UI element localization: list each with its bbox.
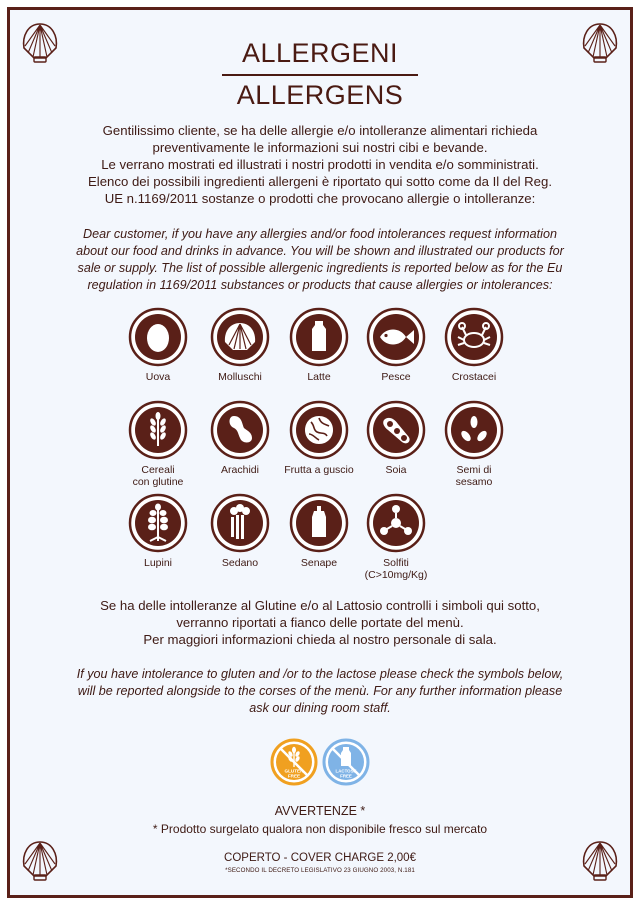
mustard-icon [289, 493, 349, 553]
gluten-info-line: will be reported alongside to the corses of the menù. For any further information please [77, 684, 563, 698]
sulphites-icon [366, 493, 426, 553]
intro-english-line: about our food and drinks in advance. You will be shown and illustrated our products for [76, 244, 564, 258]
allergen-label: Arachidi [221, 464, 259, 476]
crab-icon [444, 307, 504, 367]
allergen-label: Sedano [221, 557, 259, 569]
allergen-label: Soia [385, 464, 407, 476]
milk-icon [289, 307, 349, 367]
fish-icon [366, 307, 426, 367]
wheat-icon [128, 400, 188, 460]
allergen-label: Frutta a guscio [284, 464, 354, 476]
title-english: ALLERGENS [236, 80, 404, 110]
sesame-icon [444, 400, 504, 460]
celery-icon [210, 493, 270, 553]
allergen-label: Crostacei [451, 371, 497, 383]
intro-italian-line: preventivamente le informazioni sui nostri cibi e bevande. [152, 140, 488, 155]
allergen-label: Lupini [143, 557, 173, 569]
gluten-info-line: ask our dining room staff. [249, 701, 391, 715]
gluten-info-line: verranno riportati a fianco delle portate del menù. [176, 615, 464, 630]
allergen-label: Semi di sesamo [455, 464, 493, 488]
cover-charge-note: *SECONDO IL DECRETO LEGISLATIVO 23 GIUGNO 2003, N.181 [225, 867, 415, 874]
intro-italian [40, 122, 600, 207]
intro-italian-line: Le verrano mostrati ed illustrati i nostri prodotti in vendita e/o somministrati. [101, 157, 539, 172]
allergen-label: Latte [307, 371, 331, 383]
gluten-free-icon [270, 738, 318, 786]
intro-italian-line: Elenco dei possibili ingredienti allergeni è riportato qui sotto come da Il del Reg. [87, 174, 553, 189]
gluten-free-badge-text: FREE [287, 773, 301, 779]
cover-charge: COPERTO - COVER CHARGE 2,00€ [224, 852, 416, 864]
title-divider [222, 74, 418, 76]
peanut-icon [210, 400, 270, 460]
intro-english-line: regulation in 1169/2011 substances or products that cause allergies or intolerances: [87, 278, 553, 292]
intro-english-line: Dear customer, if you have any allergies and/or food intolerances request information [83, 227, 557, 241]
lactose-free-badge-text: FREE [340, 773, 352, 779]
gluten-free-badge-text: GLUTEN [284, 768, 304, 774]
gluten-info-english [40, 666, 600, 717]
title-italian: ALLERGENI [241, 38, 399, 68]
intro-english-line: sale or supply. The list of possible allergenic ingredients is reported below as for the Eu [77, 261, 563, 275]
gluten-info-line: Per maggiori informazioni chieda al nostro personale di sala. [143, 632, 497, 647]
intro-italian-line: Gentilissimo cliente, se ha delle allergie e/o intolleranze alimentari richieda [102, 123, 538, 138]
lactose-free-icon [322, 738, 370, 786]
lactose-free-badge-text: LACTOSE [335, 768, 357, 774]
gluten-info-line: If you have intolerance to gluten and /or to the lactose please check the symbols below, [76, 667, 564, 681]
allergen-label: Cereali con glutine [132, 464, 184, 488]
gluten-info-line: Se ha delle intolleranze al Glutine e/o al Lattosio controlli i simboli qui sotto, [100, 598, 540, 613]
allergen-label: Pesce [381, 371, 411, 383]
warning-title: AVVERTENZE * [274, 804, 366, 818]
allergen-label: Molluschi [218, 371, 262, 383]
allergen-label: Solfiti (C>10mg/Kg) [364, 557, 428, 581]
lupin-icon [128, 493, 188, 553]
egg-icon [128, 307, 188, 367]
allergen-label: Senape [300, 557, 338, 569]
intro-english [40, 226, 600, 294]
allergen-label: Uova [145, 371, 171, 383]
nut-icon [289, 400, 349, 460]
shell-icon [210, 307, 270, 367]
soy-icon [366, 400, 426, 460]
gluten-info-italian [40, 597, 600, 648]
warning-text: * Prodotto surgelato qualora non disponibile fresco sul mercato [152, 822, 488, 836]
intro-italian-line: UE n.1169/2011 sostanze o prodotti che provocano allergie o intolleranze: [104, 191, 536, 206]
